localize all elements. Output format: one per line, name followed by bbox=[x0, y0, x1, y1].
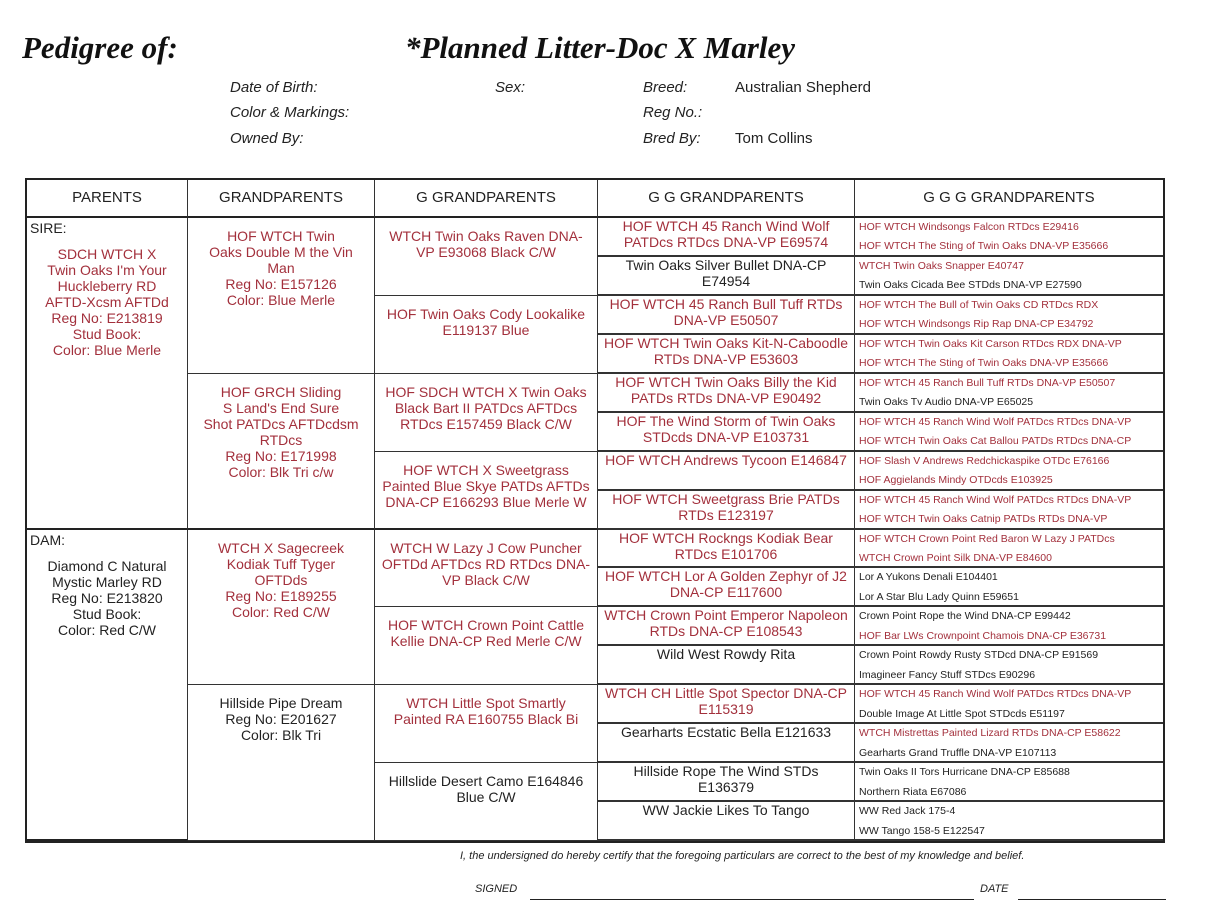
gg-grandparent-cell: HOF The Wind Storm of Twin Oaks STDcds DNA-VP E103731 bbox=[598, 413, 855, 452]
ggg-grandparent-cell: Twin Oaks II Tors Hurricane DNA-CP E85688 bbox=[859, 766, 1070, 779]
pedigree-table bbox=[25, 178, 1165, 843]
gg-grandparent-cell: HOF WTCH Rockngs Kodiak Bear RTDcs E101706 bbox=[598, 530, 855, 569]
gg-grandparent-cell: HOF WTCH Sweetgrass Brie PATDs RTDs E123197 bbox=[598, 491, 855, 530]
ggg-grandparent-cell: Twin Oaks Tv Audio DNA-VP E65025 bbox=[855, 393, 1163, 412]
ggg-grandparent-cell: HOF Aggielands Mindy OTDcds E103925 bbox=[855, 471, 1163, 490]
ggg-grandparent-cell: Imagineer Fancy Stuff STDcs E90296 bbox=[855, 666, 1163, 685]
gg-grandparent-cell: HOF WTCH 45 Ranch Wind Wolf PATDcs RTDcs DNA-VP E69574 bbox=[598, 218, 855, 257]
g-grandparent-cell: WTCH Twin Oaks Raven DNA-VP E93068 Black C/W bbox=[375, 218, 598, 296]
ggg-grandparent-cell: WTCH Twin Oaks Snapper E40747 bbox=[859, 259, 1024, 272]
dob-label: Date of Birth: bbox=[230, 79, 318, 96]
ggg-grandparent-cell: HOF WTCH Windsongs Rip Rap DNA-CP E34792 bbox=[855, 315, 1163, 334]
column-header: GRANDPARENTS bbox=[188, 180, 375, 218]
sire-cell bbox=[27, 218, 188, 530]
ggg-grandparent-cell: Gearharts Grand Truffle DNA-VP E107113 bbox=[855, 744, 1163, 763]
dog-name: *Planned Litter-Doc X Marley bbox=[405, 30, 796, 65]
parent-name: Diamond C Natural Mystic Marley RD Reg No: E213820 Stud Book: Color: Red C/W bbox=[47, 557, 167, 638]
ggg-grandparent-cell: HOF WTCH 45 Ranch Wind Wolf PATDcs RTDcs DNA-VP bbox=[859, 688, 1132, 701]
column-header: G G G GRANDPARENTS bbox=[855, 180, 1163, 218]
ggg-grandparent-cell: HOF WTCH The Sting of Twin Oaks DNA-VP E35666 bbox=[855, 237, 1163, 256]
gg-grandparent-cell: WTCH CH Little Spot Spector DNA-CP E115319 bbox=[598, 685, 855, 724]
ggg-grandparent-cell: Crown Point Rope the Wind DNA-CP E99442 bbox=[859, 610, 1071, 623]
grandparent-cell: HOF WTCH Twin Oaks Double M the Vin Man Reg No: E157126 Color: Blue Merle bbox=[188, 218, 375, 374]
gg-grandparent-cell: HOF WTCH 45 Ranch Bull Tuff RTDs DNA-VP E50507 bbox=[598, 296, 855, 335]
ggg-grandparent-cell: HOF WTCH Twin Oaks Cat Ballou PATDs RTDcs DNA-CP bbox=[855, 432, 1163, 451]
grandparent-cell: WTCH X Sagecreek Kodiak Tuff Tyger OFTDds Reg No: E189255 Color: Red C/W bbox=[188, 530, 375, 686]
ggg-grandparent-cell: HOF WTCH The Sting of Twin Oaks DNA-VP E35666 bbox=[855, 354, 1163, 373]
column-header: G GRANDPARENTS bbox=[375, 180, 598, 218]
g-grandparent-cell: HOF WTCH X Sweetgrass Painted Blue Skye PATDs AFTDs DNA-CP E166293 Blue Merle W bbox=[375, 452, 598, 530]
owned-label: Owned By: bbox=[230, 130, 304, 147]
ggg-grandparent-cell: HOF WTCH The Bull of Twin Oaks CD RTDcs RDX bbox=[859, 298, 1099, 311]
parent-tag: SIRE: bbox=[30, 220, 67, 236]
g-grandparent-cell: Hillslide Desert Camo E164846 Blue C/W bbox=[375, 763, 598, 841]
certification-text: I, the undersigned do hereby certify that the foregoing particulars are correct to the best of my knowledge and belief. bbox=[460, 850, 1025, 862]
gg-grandparent-cell: HOF WTCH Andrews Tycoon E146847 bbox=[598, 452, 855, 491]
ggg-grandparent-cell: WW Tango 158-5 E122547 bbox=[855, 822, 1163, 841]
pedigree-label: Pedigree of: bbox=[22, 30, 178, 65]
column-header: G G GRANDPARENTS bbox=[598, 180, 855, 218]
ggg-grandparent-cell: HOF WTCH Windsongs Falcon RTDcs E29416 bbox=[859, 221, 1079, 233]
column-header: PARENTS bbox=[27, 180, 188, 218]
grandparent-cell: HOF GRCH Sliding S Land's End Sure Shot PATDcs AFTDcdsm RTDcs Reg No: E171998 Color: Blk Tri c/w bbox=[188, 374, 375, 530]
signed-label: SIGNED bbox=[475, 883, 518, 895]
bred-label: Bred By: bbox=[643, 130, 701, 147]
ggg-grandparent-cell: Northern Riata E67086 bbox=[855, 783, 1163, 802]
ggg-grandparent-cell: WTCH Crown Point Silk DNA-VP E84600 bbox=[855, 549, 1163, 568]
ggg-grandparent-cell: Double Image At Little Spot STDcds E51197 bbox=[855, 705, 1163, 724]
ggg-grandparent-cell: HOF WTCH Crown Point Red Baron W Lazy J PATDcs bbox=[859, 532, 1115, 545]
ggg-grandparent-cell: Lor A Yukons Denali E104401 bbox=[859, 571, 998, 584]
ggg-grandparent-cell: Lor A Star Blu Lady Quinn E59651 bbox=[855, 588, 1163, 607]
g-grandparent-cell: HOF WTCH Crown Point Cattle Kellie DNA-CP Red Merle C/W bbox=[375, 607, 598, 685]
ggg-grandparent-cell: HOF WTCH 45 Ranch Wind Wolf PATDcs RTDcs DNA-VP bbox=[859, 493, 1132, 506]
ggg-grandparent-cell: Crown Point Rowdy Rusty STDcd DNA-CP E91569 bbox=[859, 649, 1099, 662]
gg-grandparent-cell: HOF WTCH Lor A Golden Zephyr of J2 DNA-CP E117600 bbox=[598, 568, 855, 607]
g-grandparent-cell: HOF SDCH WTCH X Twin Oaks Black Bart II PATDcs AFTDcs RTDcs E157459 Black C/W bbox=[375, 374, 598, 452]
gg-grandparent-cell: WTCH Crown Point Emperor Napoleon RTDs DNA-CP E108543 bbox=[598, 607, 855, 646]
breed-value: Australian Shepherd bbox=[735, 79, 871, 96]
ggg-grandparent-cell: WTCH Mistrettas Painted Lizard RTDs DNA-CP E58622 bbox=[859, 727, 1121, 740]
color-label: Color & Markings: bbox=[230, 104, 350, 121]
date-line bbox=[1018, 899, 1166, 900]
ggg-grandparent-cell: HOF WTCH Twin Oaks Kit Carson RTDcs RDX DNA-VP bbox=[859, 337, 1122, 350]
parent-tag: DAM: bbox=[30, 531, 65, 548]
date-label: DATE bbox=[980, 883, 1009, 895]
breed-label: Breed: bbox=[643, 79, 688, 96]
ggg-grandparent-cell: HOF WTCH 45 Ranch Wind Wolf PATDcs RTDcs DNA-VP bbox=[859, 415, 1132, 428]
g-grandparent-cell: WTCH Little Spot Smartly Painted RA E160755 Black Bi bbox=[375, 685, 598, 763]
ggg-grandparent-cell: HOF WTCH Twin Oaks Catnip PATDs RTDs DNA-VP bbox=[855, 510, 1163, 529]
bred-value: Tom Collins bbox=[735, 130, 813, 147]
g-grandparent-cell: WTCH W Lazy J Cow Puncher OFTDd AFTDcs RD RTDcs DNA-VP Black C/W bbox=[375, 530, 598, 608]
gg-grandparent-cell: Gearharts Ecstatic Bella E121633 bbox=[598, 724, 855, 763]
gg-grandparent-cell: Wild West Rowdy Rita bbox=[598, 646, 855, 685]
gg-grandparent-cell: Twin Oaks Silver Bullet DNA-CP E74954 bbox=[598, 257, 855, 296]
ggg-grandparent-cell: WW Red Jack 175-4 bbox=[859, 805, 956, 818]
reg-label: Reg No.: bbox=[643, 104, 703, 121]
grandparent-cell: Hillside Pipe Dream Reg No: E201627 Color: Blk Tri bbox=[188, 685, 375, 841]
signature-line bbox=[530, 899, 974, 900]
sex-label: Sex: bbox=[495, 79, 526, 96]
ggg-grandparent-cell: Twin Oaks Cicada Bee STDds DNA-VP E27590 bbox=[855, 276, 1163, 295]
gg-grandparent-cell: HOF WTCH Twin Oaks Kit-N-Caboodle RTDs DNA-VP E53603 bbox=[598, 335, 855, 374]
gg-grandparent-cell: HOF WTCH Twin Oaks Billy the Kid PATDs RTDs DNA-VP E90492 bbox=[598, 374, 855, 413]
ggg-grandparent-cell: HOF Slash V Andrews Redchickaspike OTDc E76166 bbox=[859, 454, 1110, 467]
dam-cell bbox=[27, 530, 188, 842]
parent-name: SDCH WTCH X Twin Oaks I'm Your Huckleberry RD AFTD-Xcsm AFTDd Reg No: E213819 Stud Book: Color: Blue Merle bbox=[45, 246, 169, 358]
gg-grandparent-cell: WW Jackie Likes To Tango bbox=[598, 802, 855, 841]
ggg-grandparent-cell: HOF Bar LWs Crownpoint Chamois DNA-CP E36731 bbox=[855, 627, 1163, 646]
ggg-grandparent-cell: HOF WTCH 45 Ranch Bull Tuff RTDs DNA-VP E50507 bbox=[859, 376, 1116, 389]
g-grandparent-cell: HOF Twin Oaks Cody Lookalike E119137 Blue bbox=[375, 296, 598, 374]
gg-grandparent-cell: Hillside Rope The Wind STDs E136379 bbox=[598, 763, 855, 802]
